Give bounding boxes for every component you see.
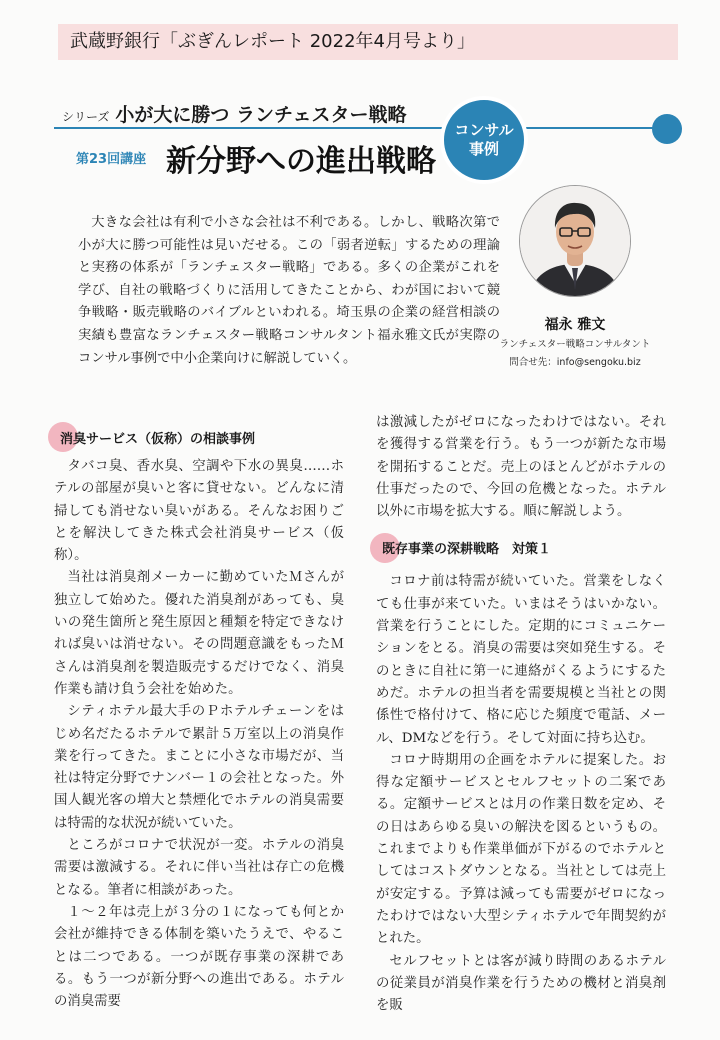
paragraph: タバコ臭、香水臭、空調や下水の異臭……ホテルの部屋が臭いと客に貸せない。どんなに清掃しても消せない臭いがある。そんなお困りごとを解決してきた株式会社消臭サービス（仮称）。 <box>54 459 344 564</box>
badge-line-1: コンサル <box>454 121 514 139</box>
author-name: 福永 雅文 <box>544 317 606 333</box>
author-contact: 問合せ先：info@sengoku.biz <box>509 357 641 368</box>
badge-line-2: 事例 <box>468 140 499 158</box>
portrait-icon <box>520 186 630 296</box>
paragraph: コロナ時期用の企画をホテルに提案した。お得な定額サービスとセルフセットの二案である。定額サービスとは月の作業日数を定め、その日はあらゆる臭いの解決を図るというもの。これまでよりも作業単価が下がるのでホテルとしてはコストダウンとなる。当社としては売上が安定する。予算は減っても需要がゼロになったわけではない大型シティホテルで年間契約がとれた。 <box>376 752 666 947</box>
section-2-heading <box>370 533 666 563</box>
section-2-heading-text: 既存事業の深耕戦略 対策１ <box>382 542 552 558</box>
section-1-heading <box>48 422 338 452</box>
author-title: ランチェスター戦略コンサルタント <box>499 339 651 350</box>
author-photo <box>519 185 631 297</box>
paragraph: セルフセットとは客が減り時間のあるホテルの従業員が消臭作業を行うための機材と消臭剤を販 <box>376 953 666 1014</box>
paragraph: １～２年は売上が３分の１になっても何とか会社が維持できる体制を築いたうえで、やることは二つである。一つが既存事業の深耕である。もう一つが新分野への進出である。ホテルの消臭需要 <box>54 904 344 1010</box>
series-prefix: シリーズ <box>62 110 110 124</box>
paragraph: 当社は消臭剤メーカーに勤めていたＭさんが独立して始めた。優れた消臭剤があっても、臭いの発生箇所と発生原因と種類を特定できなければ臭いは消せない。その問題意識をもったＭさんは消臭剤を製造販売するだけでなく、消臭作業も請け負う会社を始めた。 <box>54 570 344 697</box>
consult-case-badge <box>440 96 528 184</box>
paragraph: シティホテル最大手のＰホテルチェーンをはじめ名だたるホテルで累計５万室以上の消臭作業を行ってきた。まことに小さな市場だが、当社は特定分野でナンバー１の会社となった。外国人観光客の増大と禁煙化でホテルの消臭需要は特需的な状況が続いていた。 <box>54 704 344 831</box>
section-1-heading-text: 消臭サービス（仮称）の相談事例 <box>60 432 256 447</box>
paragraph: ところがコロナで状況が一変。ホテルの消臭需要は激減する。それに伴い当社は存亡の危機となる。筆者に相談があった。 <box>54 838 344 898</box>
series-title-line <box>62 100 406 127</box>
page-title: 新分野への進出戦略 <box>166 144 436 179</box>
paragraph: コロナ前は特需が続いていた。営業をしなくても仕事が来ていた。いまはそうはいかない。営業を行うことにした。定期的にコミュニケーションをとる。消臭の需要は突如発生する。そのときに自社に第一に連絡がくるようにするためだ。ホテルの担当者を需要規模と当社との関係性で格付けて、格に応じた頻度で電話、メール、DMなどを行う。そして対面に持ち込む。 <box>376 574 666 746</box>
paragraph-continued: は激減したがゼロになったわけではない。それを獲得する営業を行う。もう一つが新たな市場を開拓することだ。売上のほとんどがホテルの仕事だったので、今回の危機となった。ホテル以外に市場を拡大する。順に解説しよう。 <box>376 415 666 520</box>
intro-text: 大きな会社は有利で小さな会社は不利である。しかし、戦略次第で小が大に勝つ可能性は見いだせる。この「弱者逆転」するための理論と実務の体系が「ランチェスター戦略」である。多くの企業がこれを学び、自社の戦略づくりに活用してきたことから、わが国において競争戦略・販売戦略のバイブルといわれる。埼玉県の企業の経営相談の実績も豊富なランチェスター戦略コンサルタント福永雅文氏が実際のコンサル事例で中小企業向けに解説していく。 <box>78 215 500 366</box>
left-column <box>54 456 344 1013</box>
series-title: 小が大に勝つ ランチェスター戦略 <box>115 104 407 126</box>
source-banner: 武蔵野銀行「ぶぎんレポート 2022年4月号より」 <box>58 24 678 60</box>
right-column <box>376 412 666 1017</box>
header-rule <box>54 127 670 129</box>
header-rule-dot <box>652 114 682 144</box>
lecture-number: 第23回講座 <box>76 152 147 167</box>
